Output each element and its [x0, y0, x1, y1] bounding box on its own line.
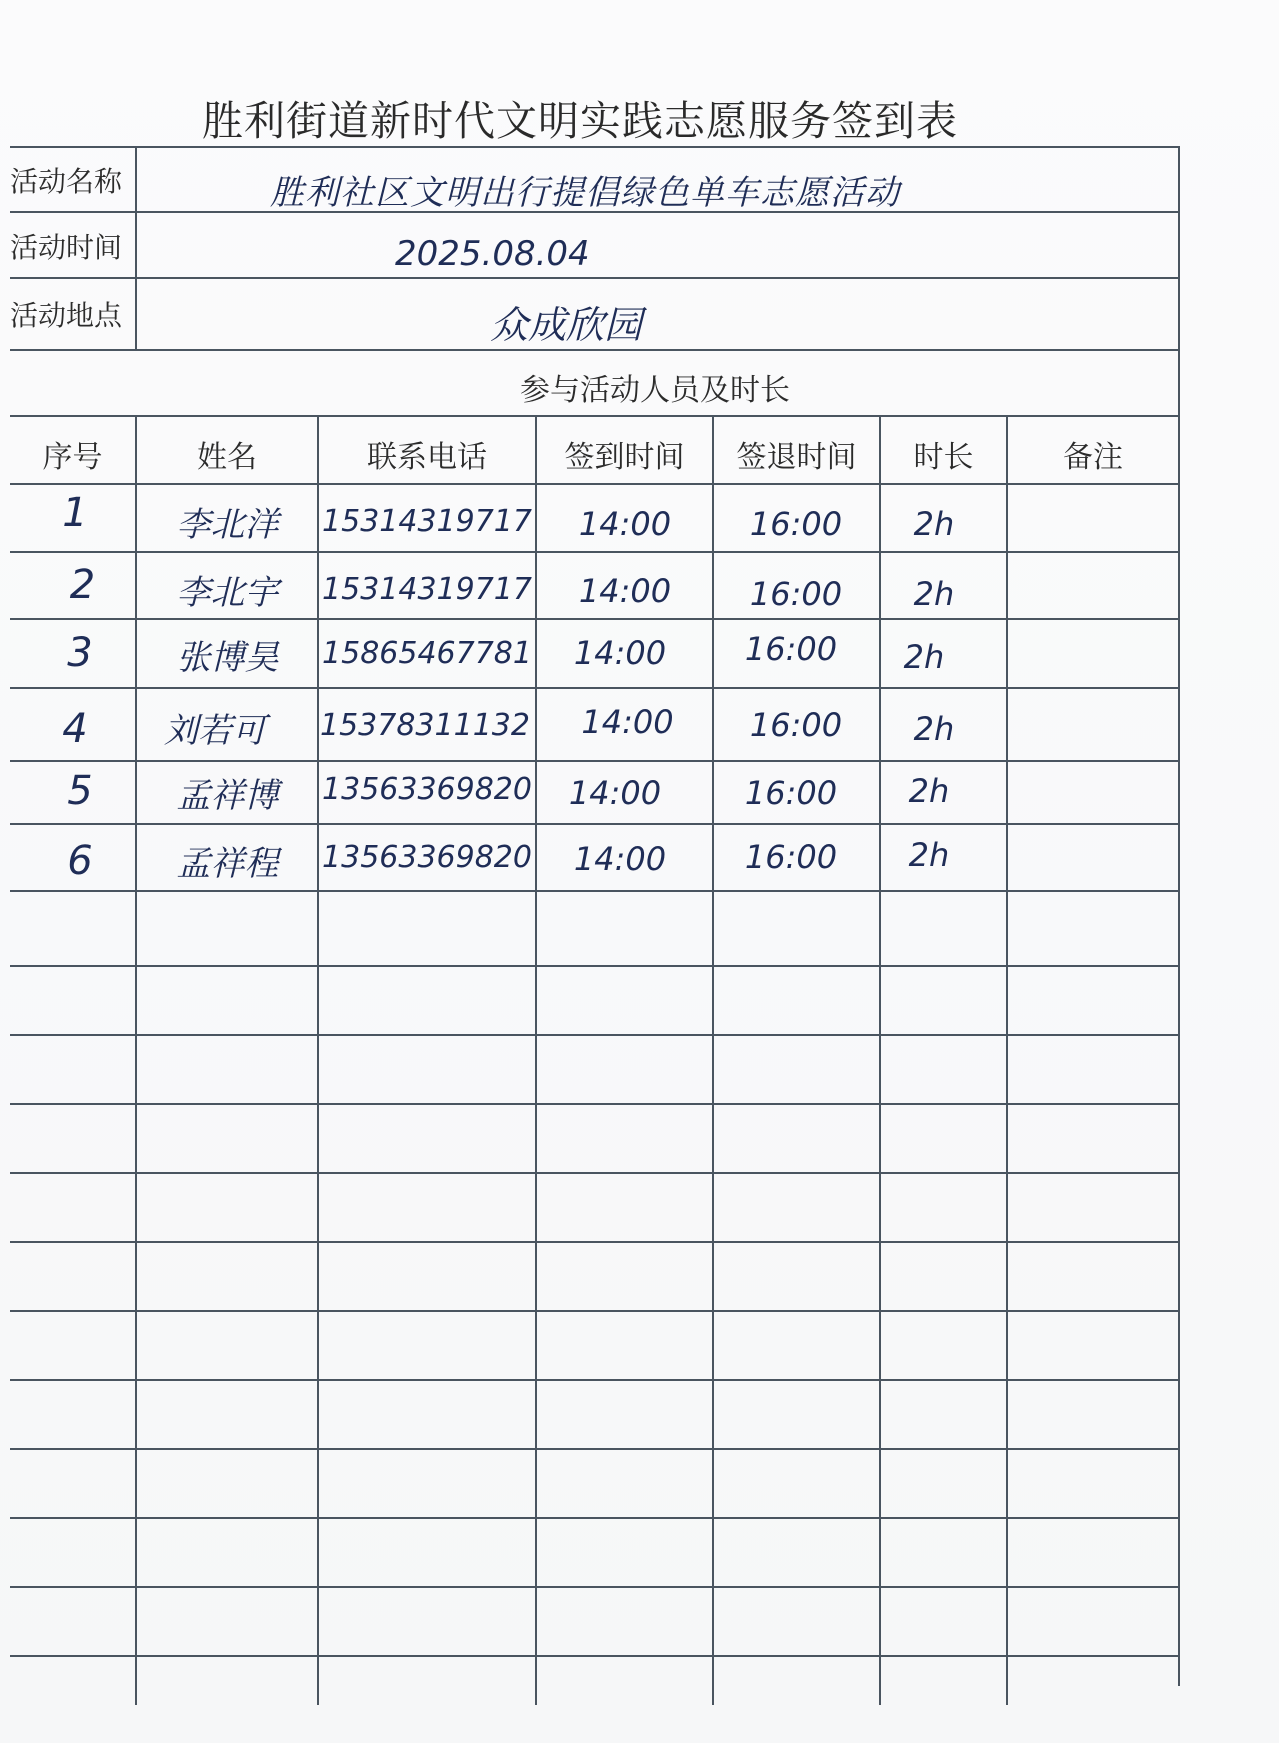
row-phone: 15865467781 — [322, 636, 532, 671]
column-separator — [135, 415, 137, 1705]
row-sign-out: 16:00 — [744, 630, 838, 668]
row-phone: 15314319717 — [322, 504, 532, 539]
row-duration: 2h — [913, 505, 955, 543]
row-separator — [10, 1310, 1180, 1312]
row-seq: 3 — [67, 630, 93, 676]
row-separator — [10, 618, 1180, 620]
divider — [10, 415, 1180, 417]
row-separator — [10, 1448, 1180, 1450]
row-duration: 2h — [903, 638, 945, 676]
column-separator — [535, 415, 537, 1705]
column-separator — [879, 415, 881, 1705]
row-sign-in: 14:00 — [568, 774, 662, 812]
row-sign-in: 14:00 — [573, 840, 667, 878]
row-separator — [10, 1172, 1180, 1174]
row-sign-in: 14:00 — [573, 634, 667, 672]
row-duration: 2h — [913, 710, 955, 748]
table-header-bottom — [10, 483, 1180, 485]
row-duration: 2h — [908, 772, 950, 810]
row-separator — [10, 760, 1180, 762]
row-duration: 2h — [913, 575, 955, 613]
row-separator — [10, 1586, 1180, 1588]
divider — [135, 146, 137, 349]
row-phone: 13563369820 — [322, 840, 532, 875]
row-sign-out: 16:00 — [744, 774, 838, 812]
activity-time-label: 活动时间 — [10, 231, 123, 264]
row-phone: 13563369820 — [322, 772, 532, 807]
section-title: 参与活动人员及时长 — [520, 373, 790, 408]
row-separator — [10, 1241, 1180, 1243]
divider — [10, 146, 1180, 148]
row-seq: 5 — [67, 768, 93, 814]
row-separator — [10, 890, 1180, 892]
row-seq: 1 — [62, 490, 88, 536]
column-separator — [712, 415, 714, 1705]
row-sign-in: 14:00 — [581, 703, 674, 741]
activity-name-label: 活动名称 — [10, 165, 123, 198]
row-separator — [10, 823, 1180, 825]
divider — [10, 349, 1180, 351]
row-sign-out: 16:00 — [744, 838, 838, 876]
column-header-duration: 时长 — [913, 440, 974, 475]
activity-place-value: 众成欣园 — [490, 303, 643, 347]
row-name: 张博昊 — [176, 638, 279, 678]
activity-name-value: 胜利社区文明出行提倡绿色单车志愿活动 — [270, 173, 900, 213]
row-separator — [10, 687, 1180, 689]
row-separator — [10, 1034, 1180, 1036]
row-seq: 6 — [67, 838, 93, 884]
row-sign-out: 16:00 — [749, 575, 843, 613]
activity-place-label: 活动地点 — [10, 299, 123, 332]
row-sign-in: 14:00 — [578, 505, 672, 543]
column-header-sign-out: 签退时间 — [736, 440, 857, 475]
activity-time-value: 2025.08.04 — [395, 234, 590, 274]
column-header-name: 姓名 — [197, 440, 257, 475]
row-sign-out: 16:00 — [749, 505, 843, 543]
row-sign-in: 14:00 — [578, 572, 672, 610]
row-separator — [10, 965, 1180, 967]
row-separator — [10, 1655, 1180, 1657]
row-separator — [10, 1379, 1180, 1381]
column-header-note: 备注 — [1063, 440, 1123, 475]
row-name: 孟祥博 — [176, 776, 279, 816]
row-separator — [10, 1517, 1180, 1519]
row-name: 孟祥程 — [176, 844, 279, 884]
row-seq: 4 — [62, 706, 88, 752]
page-title: 胜利街道新时代文明实践志愿服务签到表 — [202, 97, 958, 145]
row-name: 刘若可 — [164, 711, 266, 751]
row-seq: 2 — [69, 562, 96, 608]
divider — [10, 277, 1180, 279]
row-separator — [10, 551, 1180, 553]
row-duration: 2h — [908, 836, 950, 874]
column-header-phone: 联系电话 — [367, 440, 487, 475]
column-header-seq: 序号 — [42, 440, 103, 475]
row-separator — [10, 1103, 1180, 1105]
row-name: 李北洋 — [176, 505, 279, 545]
row-phone: 15314319717 — [322, 572, 532, 607]
row-phone: 15378311132 — [320, 708, 530, 743]
column-separator — [317, 415, 319, 1705]
row-sign-out: 16:00 — [749, 706, 843, 744]
row-name: 李北宇 — [176, 573, 279, 613]
column-separator — [1006, 415, 1008, 1705]
column-header-sign-in: 签到时间 — [564, 440, 685, 475]
